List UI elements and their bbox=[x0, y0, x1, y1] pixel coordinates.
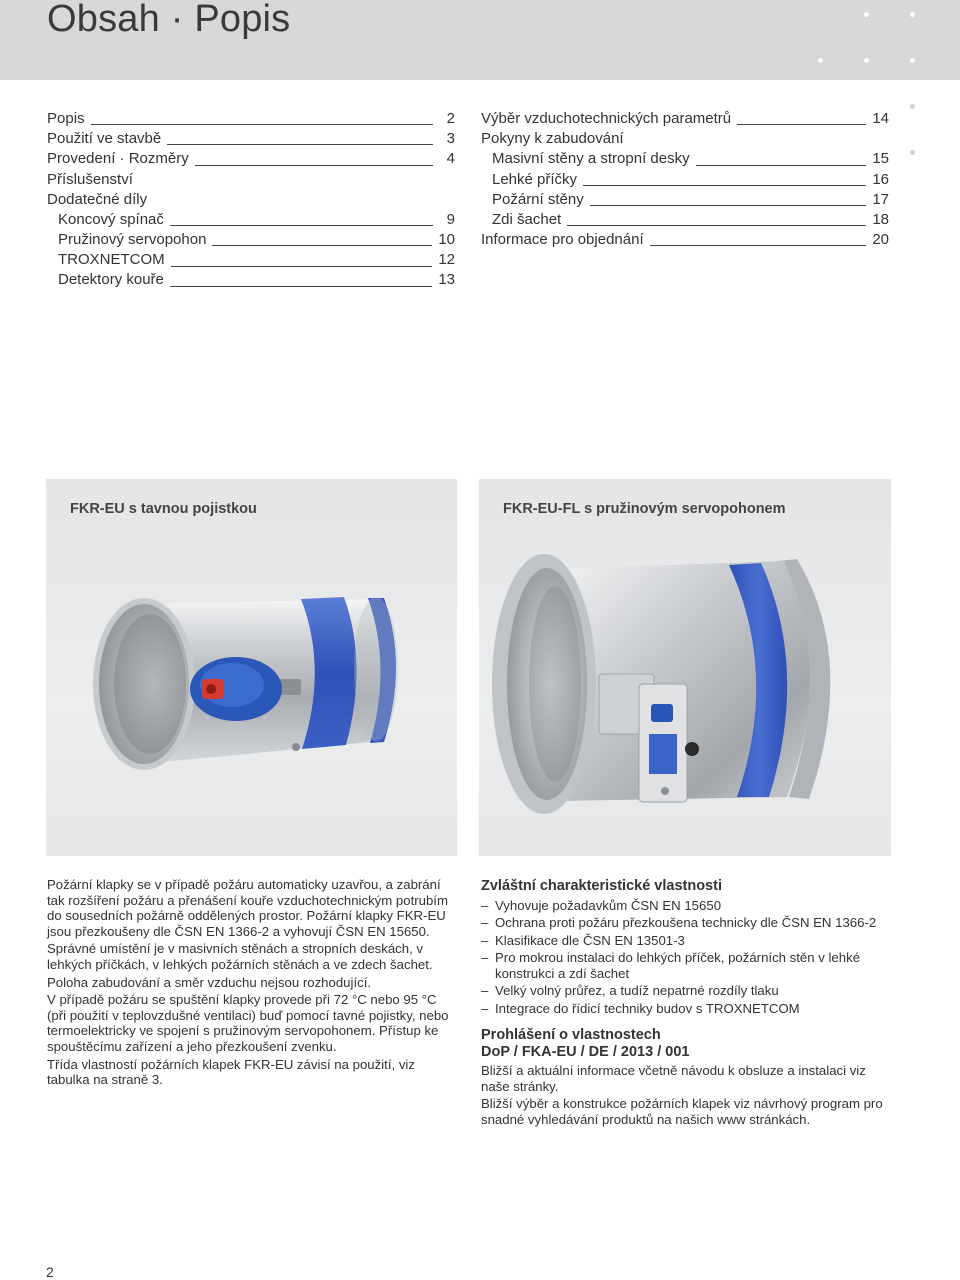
toc-entry-label: Zdi šachet bbox=[492, 210, 562, 228]
declaration-text-2: Bližší výběr a konstrukce požárních klapek viz návrhový program pro snadné vyhledávání produktů na našich www stránkách. bbox=[481, 1096, 883, 1127]
toc-entry[interactable] bbox=[481, 210, 889, 230]
toc-entry-label: Pokyny k zabudování bbox=[481, 130, 624, 148]
toc-entry[interactable] bbox=[47, 129, 455, 149]
feature-item: – Vyhovuje požadavkům ČSN EN 15650 bbox=[481, 898, 896, 914]
toc-entry[interactable] bbox=[481, 129, 889, 149]
feature-item: – Velký volný průřez, a tudíž nepatrné rozdíly tlaku bbox=[481, 983, 896, 999]
toc-entry-page: 4 bbox=[446, 150, 455, 168]
description-column bbox=[47, 877, 457, 1090]
toc-right bbox=[481, 109, 889, 250]
toc-entry[interactable] bbox=[47, 190, 455, 210]
toc-entry-label: Masivní stěny a stropní desky bbox=[492, 150, 690, 168]
toc-entry-label: Provedení · Rozměry bbox=[47, 150, 189, 168]
feature-item: – Klasifikace dle ČSN EN 13501-3 bbox=[481, 933, 896, 949]
toc-leader-line bbox=[590, 205, 867, 206]
toc-leader-line bbox=[737, 124, 866, 125]
toc-entry-page: 10 bbox=[438, 231, 455, 249]
toc-entry[interactable] bbox=[47, 210, 455, 230]
toc-entry-page: 12 bbox=[438, 251, 455, 269]
toc-leader-line bbox=[171, 266, 433, 267]
toc-entry-page: 17 bbox=[872, 190, 889, 208]
toc-entry[interactable] bbox=[47, 271, 455, 291]
toc-entry-label: Informace pro objednání bbox=[481, 231, 644, 249]
features-heading: Zvláštní charakteristické vlastnosti bbox=[481, 878, 722, 894]
toc-entry-page: 15 bbox=[872, 150, 889, 168]
toc-entry-label: Dodatečné díly bbox=[47, 190, 148, 208]
declaration-text-1: Bližší a aktuální informace včetně návodu k obsluze a instalaci viz naše stránky. bbox=[481, 1063, 866, 1094]
description-paragraph: Třída vlastností požárních klapek FKR-EU závisí na použití, viz tabulka na straně 3. bbox=[47, 1056, 415, 1088]
toc-entry[interactable] bbox=[481, 149, 889, 169]
description-paragraph: V případě požáru se spuštění klapky provede při 72 °C nebo 95 °C (při použití v teplovzdušné ventilaci) buď pomocí tavné pojistky, nebo termoelektricky ve spojení s pružinovým servopohonem. Přístup ke spouštěcímu zařízení a jeho přezkoušení zvenku. bbox=[47, 992, 449, 1054]
toc-leader-line bbox=[583, 185, 866, 186]
toc-entry-page: 9 bbox=[446, 210, 455, 228]
toc-leader-line bbox=[170, 225, 433, 226]
panel-caption-right: FKR-EU-FL s pružinovým servopohonem bbox=[503, 501, 786, 517]
toc-entry-page: 18 bbox=[872, 210, 889, 228]
toc-entry[interactable] bbox=[481, 109, 889, 129]
feature-item: – Ochrana proti požáru přezkoušena technicky dle ČSN EN 1366-2 bbox=[481, 915, 896, 931]
toc-entry-page: 14 bbox=[872, 109, 889, 127]
toc-entry-label: Použití ve stavbě bbox=[47, 130, 162, 148]
toc-entry[interactable] bbox=[481, 230, 889, 250]
toc-leader-line bbox=[167, 144, 433, 145]
toc-entry-page: 20 bbox=[872, 231, 889, 249]
toc-entry-label: Výběr vzduchotechnických parametrů bbox=[481, 109, 732, 127]
declaration-heading-line-2: DoP / FKA-EU / DE / 2013 / 001 bbox=[481, 1043, 690, 1060]
toc-leader-line bbox=[91, 124, 433, 125]
toc-entry[interactable] bbox=[47, 230, 455, 250]
toc-entry-label: Lehké příčky bbox=[492, 170, 578, 188]
page-header bbox=[0, 0, 960, 80]
features-column bbox=[481, 877, 896, 1130]
declaration-heading-line-1: Prohlášení o vlastnostech bbox=[481, 1027, 661, 1044]
fire-damper-fusible-link-image bbox=[46, 479, 457, 856]
toc-entry-label: Detektory kouře bbox=[58, 271, 164, 289]
toc-entry-label: Popis bbox=[47, 109, 85, 127]
toc-leader-line bbox=[650, 245, 867, 246]
toc-entry[interactable] bbox=[47, 149, 455, 169]
toc-leader-line bbox=[696, 165, 867, 166]
toc-leader-line bbox=[567, 225, 866, 226]
declaration-heading bbox=[481, 1027, 896, 1060]
toc-leader-line bbox=[170, 286, 432, 287]
page-number: 2 bbox=[46, 1264, 54, 1280]
features-list bbox=[481, 898, 896, 1016]
feature-item: – Integrace do řídicí techniky budov s TROXNETCOM bbox=[481, 1001, 896, 1017]
toc-entry[interactable] bbox=[481, 190, 889, 210]
panel-caption-left: FKR-EU s tavnou pojistkou bbox=[70, 501, 257, 517]
toc-entry-label: Pružinový servopohon bbox=[58, 231, 207, 249]
fire-damper-spring-actuator-image bbox=[479, 479, 891, 856]
toc-entry-label: Požární stěny bbox=[492, 190, 584, 208]
toc-entry[interactable] bbox=[481, 170, 889, 190]
toc-entry[interactable] bbox=[47, 170, 455, 190]
toc-entry-page: 13 bbox=[438, 271, 455, 289]
toc-entry-page: 3 bbox=[446, 130, 455, 148]
toc-leader-line bbox=[212, 245, 432, 246]
toc-left bbox=[47, 109, 455, 291]
toc-entry[interactable] bbox=[47, 250, 455, 270]
description-paragraph: Správné umístění je v masivních stěnách a stropních deskách, v lehkých příčkách, v lehkých požárních stěnách a ve zdech šachet. bbox=[47, 941, 433, 972]
toc-entry-label: Příslušenství bbox=[47, 170, 133, 188]
toc-entry[interactable] bbox=[47, 109, 455, 129]
page-title: Obsah · Popis bbox=[47, 0, 291, 40]
description-paragraph: Poloha zabudování a směr vzduchu nejsou rozhodující. bbox=[47, 974, 372, 990]
description-paragraph: Požární klapky se v případě požáru automaticky uzavřou, a zabrání tak rozšíření požáru a přenášení kouře vzduchotechnickým potrubím do sousedních požárně oddělených prostor. Požární klapky FKR-EU jsou přezkoušeny dle ČSN EN 1366-2 a vyhovují ČSN EN 15650. bbox=[47, 877, 448, 939]
toc-entry-label: Koncový spínač bbox=[58, 210, 164, 228]
toc-leader-line bbox=[195, 165, 433, 166]
toc-entry-label: TROXNETCOM bbox=[58, 251, 165, 269]
toc-entry-page: 2 bbox=[446, 109, 455, 127]
feature-item: – Pro mokrou instalaci do lehkých příček, požárních stěn v lehké konstrukci a zdí šachet bbox=[481, 950, 896, 981]
product-panel-right bbox=[479, 479, 891, 856]
product-panel-left bbox=[46, 479, 457, 856]
toc-entry-page: 16 bbox=[872, 170, 889, 188]
